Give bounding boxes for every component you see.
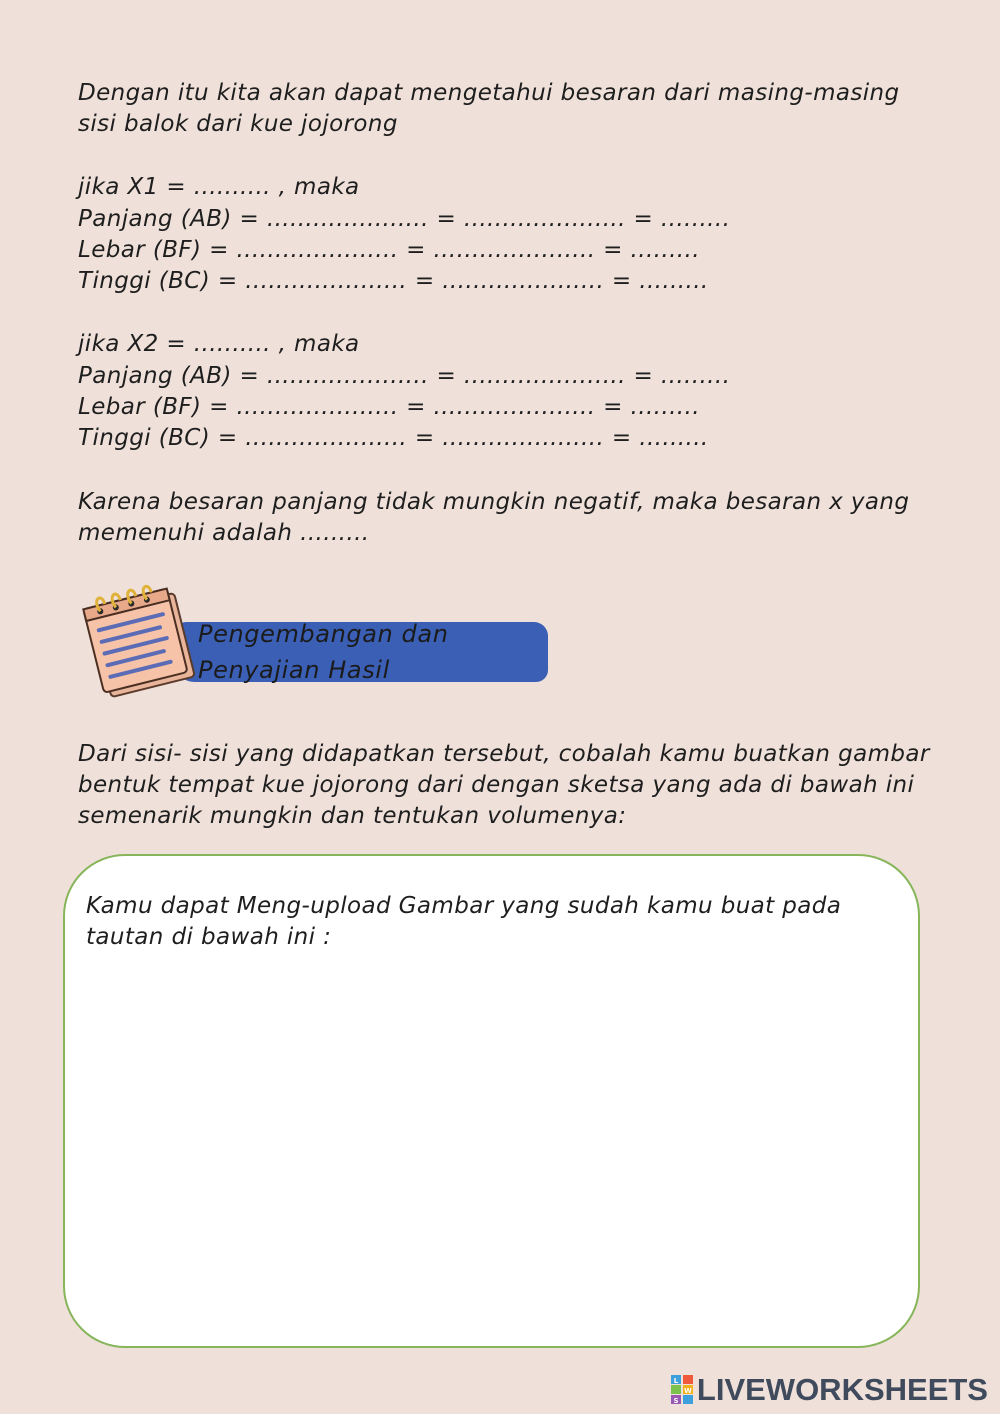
upload-instruction: Kamu dapat Meng-upload Gambar yang sudah kamu buat pada tautan di bawah ini : <box>86 893 842 950</box>
svg-text:W: W <box>684 1387 692 1395</box>
conclusion-paragraph: Karena besaran panjang tidak mungkin negatif, maka besaran x yang memenuhi adalah ......... <box>78 489 910 546</box>
x1-panjang-line: Panjang (AB) = ..................... = ..................... = ......... <box>78 206 731 232</box>
liveworksheets-logo-icon <box>671 1375 693 1405</box>
svg-text:L: L <box>673 1377 679 1385</box>
notepad-icon <box>80 578 205 698</box>
x2-tinggi-line: Tinggi (BC) = ..................... = ..................... = ......... <box>78 425 709 451</box>
svg-text:S: S <box>673 1397 679 1405</box>
liveworksheets-brand <box>671 1372 988 1408</box>
x2-panjang-line: Panjang (AB) = ..................... = ..................... = ......... <box>78 363 731 389</box>
intro-paragraph: Dengan itu kita akan dapat mengetahui besaran dari masing-masing sisi balok dari kue jojorong <box>78 80 900 137</box>
x2-lebar-line: Lebar (BF) = ..................... = ..................... = ......... <box>78 394 700 420</box>
brand-name: LIVEWORKSHEETS <box>696 1372 988 1407</box>
x1-lebar-line: Lebar (BF) = ..................... = ..................... = ......... <box>78 237 700 263</box>
section-title: Pengembangan dan Penyajian Hasil <box>198 620 449 684</box>
instruction-paragraph: Dari sisi- sisi yang didapatkan tersebut, cobalah kamu buatkan gambar bentuk tempat kue jojorong dari dengan sketsa yang ada di bawah ini semenarik mungkin dan tentukan volumenya: <box>78 741 930 829</box>
x1-tinggi-line: Tinggi (BC) = ..................... = ..................... = ......... <box>78 268 709 294</box>
x1-heading: jika X1 = .......... , maka <box>78 174 360 200</box>
x2-heading: jika X2 = .......... , maka <box>78 331 360 357</box>
